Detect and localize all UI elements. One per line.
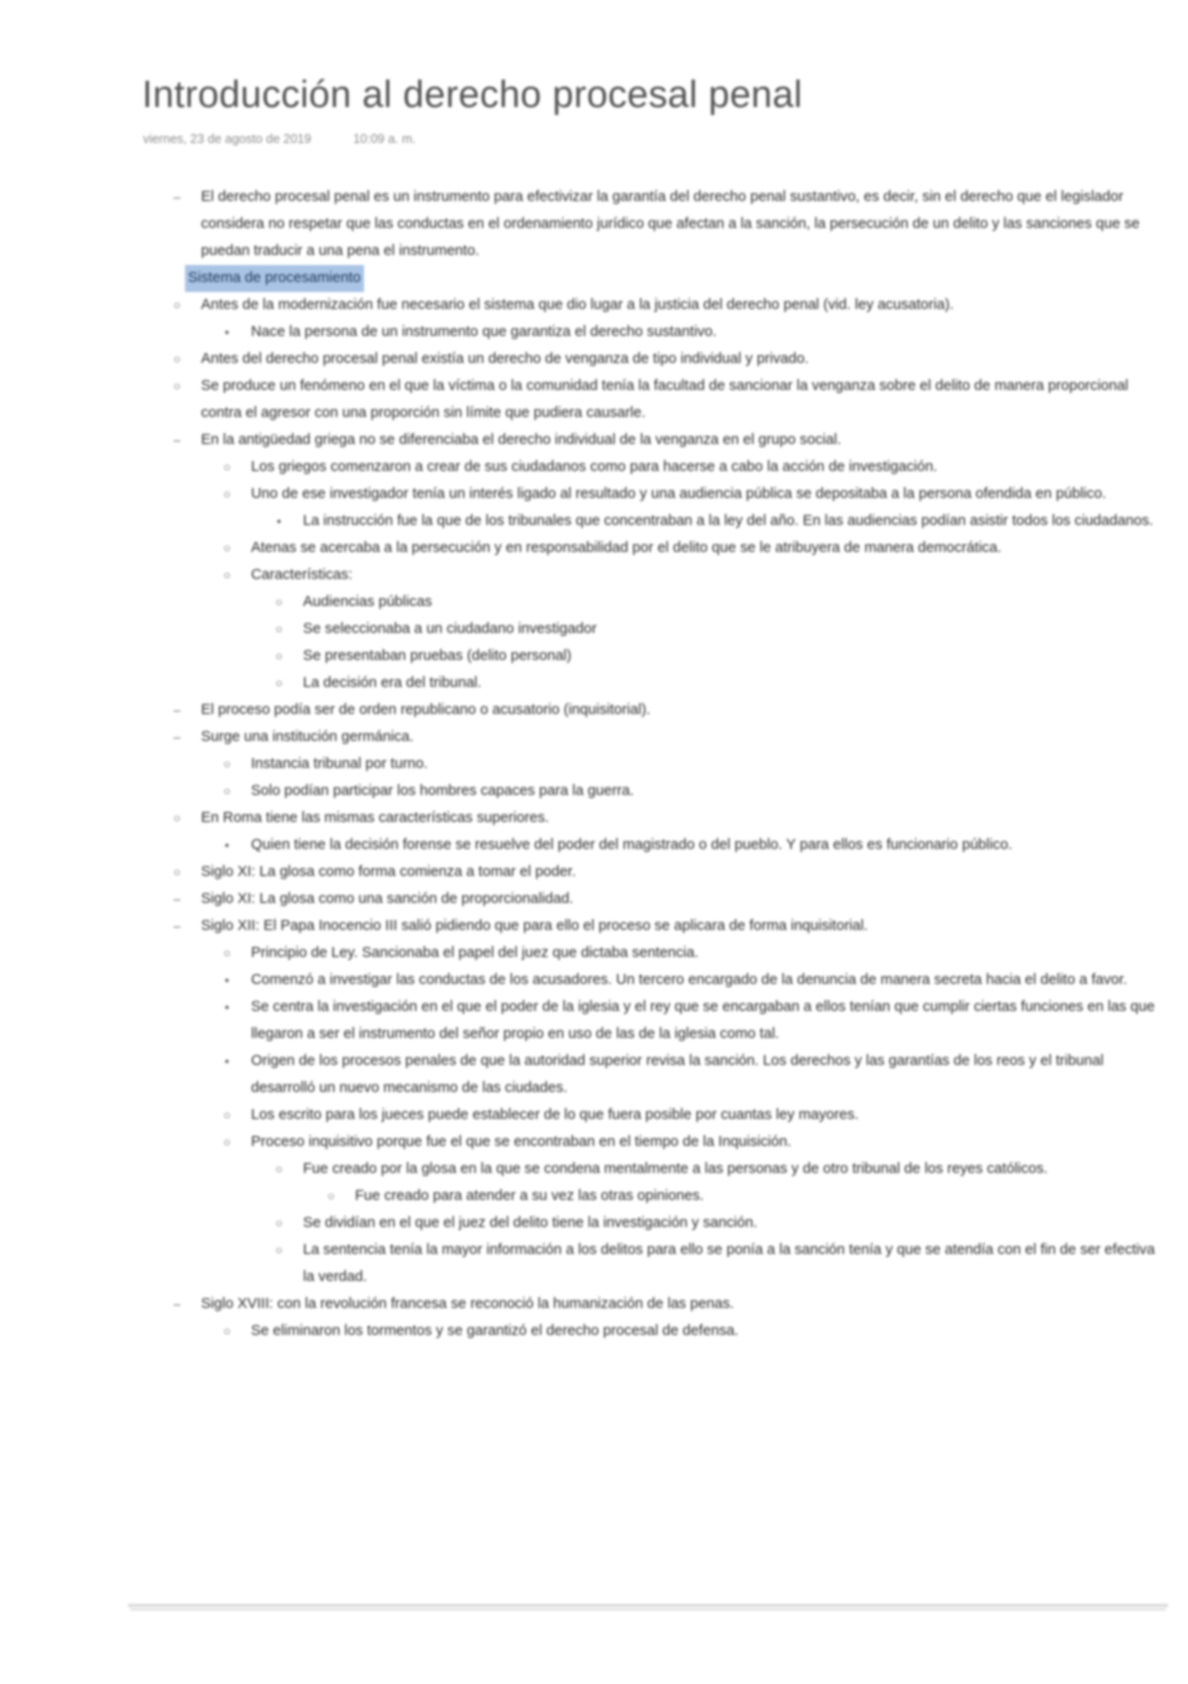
outline-item-text[interactable]: Se centra la investigación en el que el poder de la iglesia y el rey que se encargaban a ellos tenían que cumplir ciertas funciones en las que llegaron a ser el instrumento del señor propio en uso de las de la iglesia como tal. [251,999,1155,1042]
outline-item-text[interactable]: Surge una institución germánica. [201,729,414,745]
page-bottom-rule [130,1609,1166,1610]
outline-item-text[interactable]: La decisión era del tribunal. [303,675,482,691]
outline-item[interactable] [160,778,1156,805]
outline-item[interactable] [160,670,1156,697]
outline-item-text[interactable]: El derecho procesal penal es un instrumento para efectivizar la garantía del derecho penal sustantivo, es decir, sin el derecho que el legislador considera no respetar que las conductas en el ordenamiento jurídico que afectan a la sanción, la persecución de un delito y las sanciones que se puedan traducir a una pena el instrumento. [201,189,1140,259]
bullet-icon: ○ [173,379,181,393]
bullet-icon: – [173,703,181,717]
outline-item[interactable] [160,481,1156,508]
outline-item[interactable] [160,1156,1156,1183]
outline-item[interactable] [160,643,1156,670]
outline-item-text[interactable]: Quien tiene la decisión forense se resuelve del poder del magistrado o del pueblo. Y para ellos es funcionario público. [251,837,1013,853]
outline-item[interactable] [160,967,1156,994]
outline-item-text[interactable]: Fue creado para atender a su vez las otras opiniones. [355,1188,704,1204]
outline-item-text[interactable]: En la antigüedad griega no se diferenciaba el derecho individual de la venganza en el grupo social. [201,432,842,448]
bullet-icon: ▪ [224,973,230,987]
bullet-icon: ○ [223,541,231,555]
outline-item[interactable] [160,184,1156,265]
outline-item[interactable] [160,832,1156,859]
bullet-icon: – [173,730,181,744]
outline-item[interactable] [160,427,1156,454]
section-heading-row[interactable] [160,265,1156,292]
outline-item[interactable] [160,1210,1156,1237]
outline-item-text[interactable]: Principio de Ley. Sancionaba el papel del juez que dictaba sentencia. [251,945,699,961]
outline-item-text[interactable]: Se produce un fenómeno en el que la víctima o la comunidad tenía la facultad de sancionar la venganza sobre el delito de manera proporcional contra el agresor con una proporción sin límite que pudiera causarle. [201,378,1129,421]
outline-item-text[interactable]: Fue creado por la glosa en la que se condena mentalmente a las personas y de otro tribunal de los reyes católicos. [303,1161,1048,1177]
outline-item-text[interactable]: Uno de ese investigador tenía un interés ligado al resultado y una audiencia pública se depositaba a la persona ofendida en público. [251,486,1107,502]
outline-item[interactable] [160,886,1156,913]
outline-item-text[interactable]: Antes de la modernización fue necesario el sistema que dio lugar a la justicia del derecho penal (vid. ley acusatoria). [201,297,954,313]
outline-item-text[interactable]: Comenzó a investigar las conductas de los acusadores. Un tercero encargado de la denuncia de manera secreta hacia el delito a favor. [251,972,1128,988]
outline-item-text[interactable]: Se dividían en el que el juez del delito tiene la investigación y sanción. [303,1215,758,1231]
outline-item[interactable] [160,1237,1156,1291]
outline-item-text[interactable]: Antes del derecho procesal penal existía un derecho de venganza de tipo individual y privado. [201,351,809,367]
bullet-icon: – [173,433,181,447]
bullet-icon: ○ [223,460,231,474]
outline-item-text[interactable]: Proceso inquisitivo porque fue el que se encontraban en el tiempo de la Inquisición. [251,1134,792,1150]
outline-item-text[interactable]: Audiencias públicas [303,594,432,610]
outline-item[interactable] [160,346,1156,373]
bullet-icon: ○ [223,757,231,771]
outline-item[interactable] [160,292,1156,319]
outline-item-text[interactable]: Solo podían participar los hombres capaces para la guerra. [251,783,634,799]
bullet-icon: ○ [223,568,231,582]
outline-item-text[interactable]: Siglo XII: El Papa Inocencio III salió pidiendo que para ello el proceso se aplicara de forma inquisitorial. [201,918,868,934]
outline-item-text[interactable]: Se eliminaron los tormentos y se garantizó el derecho procesal de defensa. [251,1323,739,1339]
outline-item[interactable] [160,562,1156,589]
bullet-icon: ○ [275,595,283,609]
outline-item-text[interactable]: Se seleccionaba a un ciudadano investigador [303,621,597,637]
outline-item-text[interactable]: Atenas se acercaba a la persecución y en responsabilidad por el delito que se le atribuyera de manera democrática. [251,540,1002,556]
outline-item[interactable] [160,994,1156,1048]
outline-item[interactable] [160,913,1156,940]
bullet-icon: – [173,190,181,204]
note-date: viernes, 23 de agosto de 2019 [143,132,312,146]
outline-item[interactable] [160,1048,1156,1102]
outline-item[interactable] [160,1318,1156,1345]
outline-item-text[interactable]: En Roma tiene las mismas características superiores. [201,810,549,826]
bullet-icon: ○ [173,811,181,825]
outline-item[interactable] [160,319,1156,346]
bullet-icon: ○ [223,1324,231,1338]
bullet-icon: ▪ [224,1054,230,1068]
bullet-icon: ○ [173,352,181,366]
bullet-icon: ▪ [224,1000,230,1014]
outline-item[interactable] [160,805,1156,832]
outline-item-text[interactable]: Se presentaban pruebas (delito personal) [303,648,572,664]
bullet-icon: – [173,919,181,933]
outline-item-text[interactable]: Siglo XI: La glosa como forma comienza a tomar el poder. [201,864,576,880]
outline-item[interactable] [160,589,1156,616]
outline-item[interactable] [160,616,1156,643]
bullet-icon: ○ [275,622,283,636]
outline-item[interactable] [160,508,1156,535]
outline-item-text[interactable]: Los escrito para los jueces puede establecer de lo que fuera posible por cuantas ley mayores. [251,1107,859,1123]
outline-item-text[interactable]: Características: [251,567,353,583]
outline-item-text[interactable]: La sentencia tenía la mayor información a los delitos para ello se ponía a la sanción tenía y que se atendía con el fin de ser efectiva la verdad. [303,1242,1155,1285]
bullet-icon: ▪ [224,838,230,852]
bullet-icon: ○ [275,1162,283,1176]
bullet-icon: ○ [223,1135,231,1149]
bullet-icon: ○ [173,865,181,879]
bullet-icon: ○ [223,946,231,960]
bullet-icon: ○ [275,1216,283,1230]
outline-item[interactable] [160,1129,1156,1156]
bullet-icon: – [173,1297,181,1311]
outline-item[interactable] [160,454,1156,481]
note-time: 10:09 a. m. [353,132,416,146]
page-bottom-border [128,1604,1168,1607]
outline-item-text[interactable]: La instrucción fue la que de los tribunales que concentraban a la ley del año. En las audiencias podían asistir todos los ciudadanos. [303,513,1154,529]
outline-item[interactable] [160,535,1156,562]
bullet-icon: ○ [223,487,231,501]
bullet-icon: ▪ [224,325,230,339]
outline-item[interactable] [160,724,1156,751]
bullet-icon: ▪ [276,514,282,528]
outline-item[interactable] [160,940,1156,967]
outline-item-text[interactable]: Los griegos comenzaron a crear de sus ciudadanos como para hacerse a cabo la acción de investigación. [251,459,938,475]
note-outline[interactable] [160,184,1156,1345]
bullet-icon: – [173,892,181,906]
outline-item-text[interactable]: Origen de los procesos penales de que la autoridad superior revisa la sanción. Los derechos y las garantías de los reos y el tribunal desarrolló un nuevo mecanismo de las ciudades. [251,1053,1104,1096]
highlighted-heading[interactable]: Sistema de procesamiento [185,265,364,292]
outline-item[interactable] [160,1291,1156,1318]
outline-item-text[interactable]: El proceso podía ser de orden republicano o acusatorio (inquisitorial). [201,702,651,718]
outline-item[interactable] [160,1102,1156,1129]
outline-item-text[interactable]: Siglo XVIII: con la revolución francesa se reconoció la humanización de las penas. [201,1296,734,1312]
outline-item[interactable] [160,751,1156,778]
outline-item-text[interactable]: Instancia tribunal por turno. [251,756,428,772]
bullet-icon: ○ [275,649,283,663]
bullet-icon: ○ [223,784,231,798]
bullet-icon: ○ [223,1108,231,1122]
bullet-icon: ○ [173,298,181,312]
outline-item[interactable] [160,697,1156,724]
outline-item[interactable] [160,373,1156,427]
bullet-icon: ○ [327,1189,335,1203]
bullet-icon: ○ [275,676,283,690]
outline-item[interactable] [160,1183,1156,1210]
bullet-icon: ○ [275,1243,283,1257]
page-title: Introducción al derecho procesal penal [142,74,803,116]
outline-item[interactable] [160,859,1156,886]
outline-item-text[interactable]: Nace la persona de un instrumento que garantiza el derecho sustantivo. [251,324,717,340]
note-metadata [143,132,416,146]
outline-item-text[interactable]: Siglo XI: La glosa como una sanción de proporcionalidad. [201,891,574,907]
